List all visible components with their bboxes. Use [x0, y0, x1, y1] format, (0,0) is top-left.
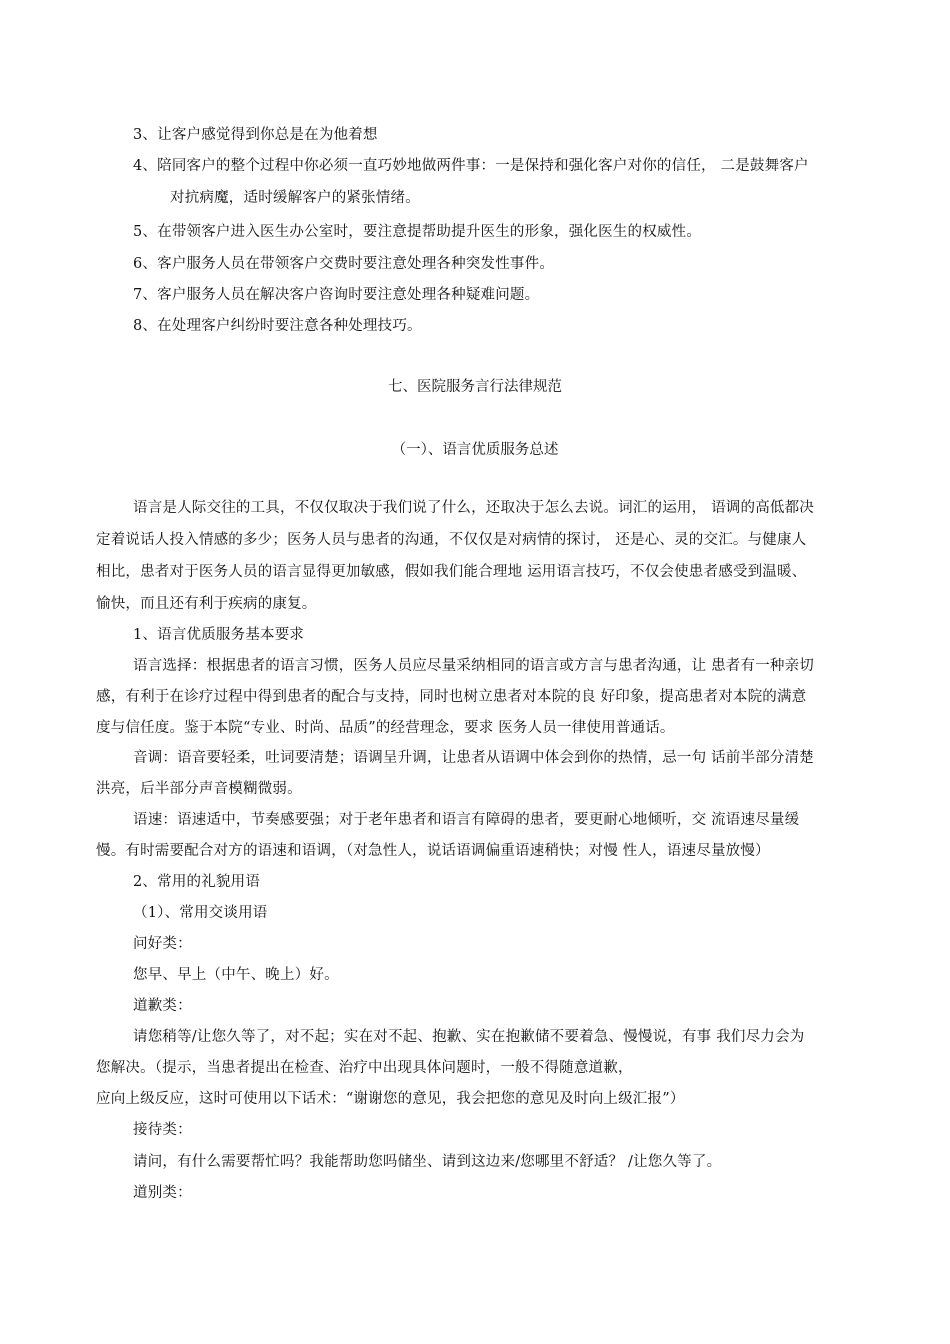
apology-line-1: 请您稍等/让您久等了，对不起；实在对不起、抱歉、实在抱歉储不要着急、慢慢说，有事 我们尽力会为	[133, 1029, 805, 1045]
apology-label: 道歉类：	[133, 998, 192, 1014]
intro-line-4: 愉快，而且还有利于疾病的康复。	[96, 596, 317, 612]
intro-line-1: 语言是人际交往的工具，不仅仅取决于我们说了什么，还取决于怎么去说。词汇的运用， 语调的高低都决	[133, 500, 815, 516]
intro-line-2: 定着说话人投入情感的多少；医务人员与患者的沟通，不仅仅是对病情的探讨， 还是心、灵的交汇。与健康人	[96, 532, 807, 548]
tone-line-1: 音调：语音要轻柔，吐词要清楚；语调呈升调，让患者从语调中体会到你的热情，忌一句 话前半部分清楚	[133, 750, 815, 766]
list-item-4-continued: 对抗病魔，适时缓解客户的紧张情绪。	[170, 190, 420, 206]
requirements-title: 1、语言优质服务基本要求	[133, 627, 305, 643]
list-item-6: 6、客户服务人员在带领客户交费时要注意处理各种突发性事件。	[133, 256, 555, 272]
list-item-5: 5、在带领客户进入医生办公室时，要注意提帮助提升医生的形象，强化医生的权威性。	[133, 224, 702, 240]
list-item-3: 3、让客户感觉得到你总是在为他着想	[133, 127, 378, 143]
greeting-text: 您早、早上（中午、晚上）好。	[133, 967, 339, 983]
speed-line-2: 慢。有时需要配合对方的语速和语调，（对急性人，说话语调偏重语速稍快；对慢 性人，语速尽量放慢）	[96, 843, 770, 859]
list-item-4: 4、陪同客户的整个过程中你必须一直巧妙地做两件事：一是保持和强化客户对你的信任， 二是鼓舞客户	[133, 158, 809, 174]
language-choice-line-2: 感，有利于在诊疗过程中得到患者的配合与支持，同时也树立患者对本院的良 好印象，提高患者对本院的满意	[96, 689, 807, 705]
reception-text: 请问，有什么需要帮忙吗？我能帮助您吗储坐、请到这边来/您哪里不舒适？ /让您久等了。	[133, 1154, 722, 1170]
subsection-title: （一）、语言优质服务总述	[391, 442, 559, 458]
farewell-label: 道别类：	[133, 1185, 192, 1201]
greeting-label: 问好类：	[133, 936, 192, 952]
list-item-8: 8、在处理客户纠纷时要注意各种处理技巧。	[133, 318, 422, 334]
intro-line-3: 相比，患者对于医务人员的语言显得更加敏感，假如我们能合理地 运用语言技巧，不仅会使患者感受到温暖、	[96, 564, 807, 580]
language-choice-line-1: 语言选择：根据患者的语言习惯，医务人员应尽量采纳相同的语言或方言与患者沟通，让 患者有一种亲切	[133, 658, 815, 674]
list-item-7: 7、客户服务人员在解决客户咨询时要注意处理各种疑难问题。	[133, 287, 540, 303]
talk-title: （1）、常用交谈用语	[133, 905, 268, 921]
polite-title: 2、常用的礼貌用语	[133, 874, 261, 890]
speed-line-1: 语速：语速适中，节奏感要强；对于老年患者和语言有障碍的患者，要更耐心地倾听，交 流语速尽量缓	[133, 812, 800, 828]
language-choice-line-3: 度与信任度。鉴于本院“专业、时尚、品质”的经营理念，要求 医务人员一律使用普通话。	[96, 720, 675, 736]
apology-line-3: 应向上级反应，这时可使用以下话术：“谢谢您的意见，我会把您的意见及时向上级汇报”）	[96, 1091, 685, 1107]
section-title: 七、医院服务言行法律规范	[388, 379, 562, 395]
apology-line-2: 您解决。（提示，当患者提出在检查、治疗中出现具体问题时，一般不得随意道歉，	[96, 1060, 633, 1076]
reception-label: 接待类：	[133, 1122, 192, 1138]
tone-line-2: 洪亮，后半部分声音模糊微弱。	[96, 781, 302, 797]
